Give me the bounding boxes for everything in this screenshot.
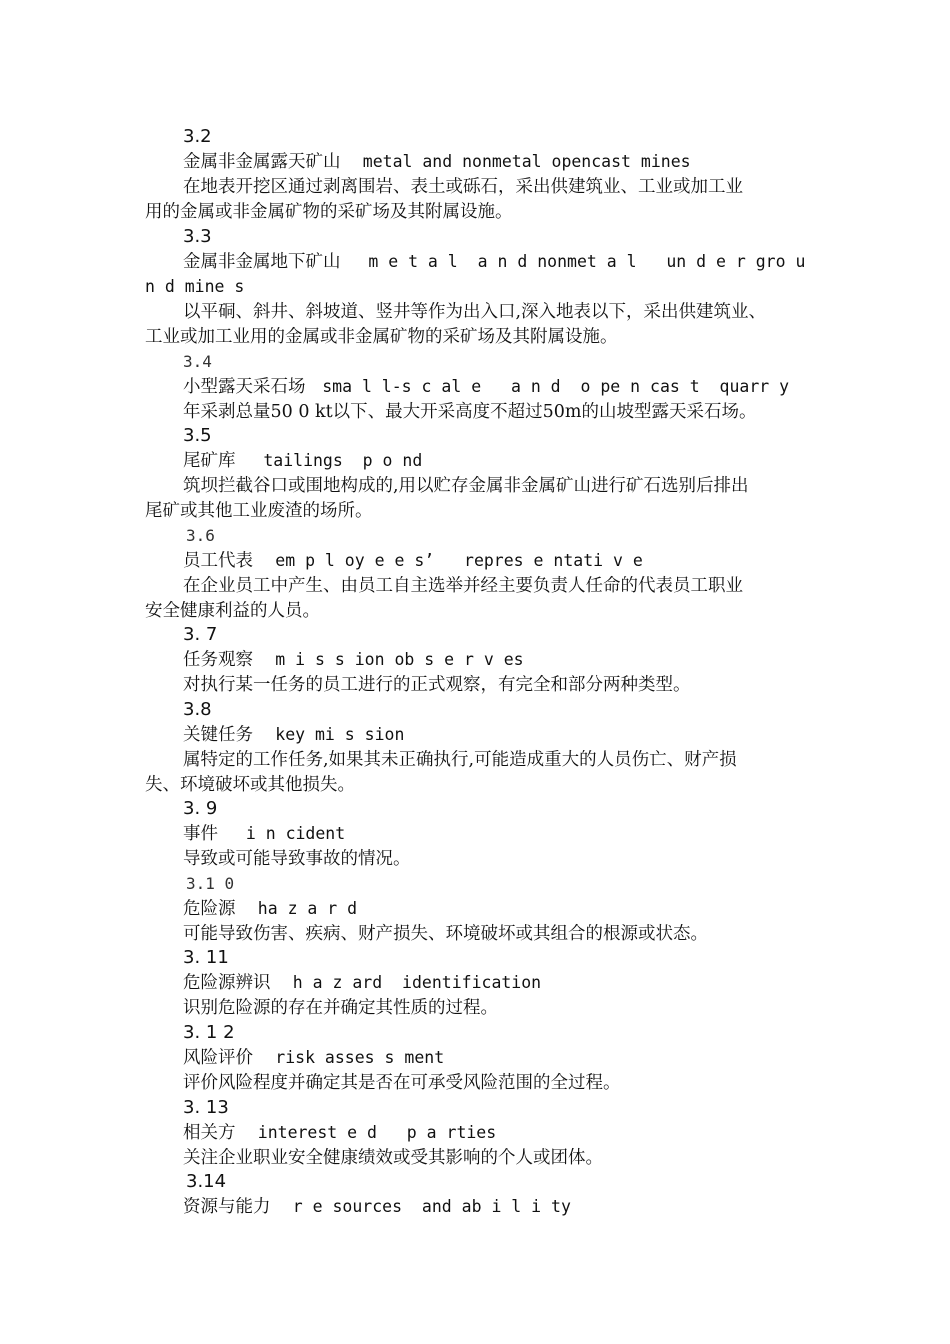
definition-line: 对执行某一任务的员工进行的正式观察，有完全和部分两种类型。: [183, 675, 691, 695]
term-chinese: 资源与能力: [183, 1197, 271, 1217]
entry-number: 3. 7: [183, 624, 218, 645]
entry-term: [183, 1121, 496, 1145]
entry-term: [183, 897, 357, 921]
term-english: key mi s sion: [275, 725, 405, 744]
term-english: m e t a l a n d nonmet a l un d e r gro u: [368, 252, 806, 271]
entry-term: [183, 150, 691, 174]
term-chinese: 尾矿库: [183, 451, 236, 471]
entry-term: [183, 449, 422, 473]
definition-line: 属特定的工作任务,如果其未正确执行,可能造成重大的人员伤亡、财产损: [183, 750, 737, 770]
entry-number: 3. 11: [183, 947, 229, 968]
entry-term: [183, 723, 404, 747]
term-chinese: 员工代表: [183, 551, 253, 571]
entry-term: [183, 1046, 444, 1070]
definition-line: 筑坝拦截谷口或围地构成的,用以贮存金属非金属矿山进行矿石选别后排出: [183, 476, 749, 496]
definition-line: 在企业员工中产生、由员工自主选举并经主要负责人任命的代表员工职业: [183, 576, 743, 596]
definition-line: 可能导致伤害、疾病、财产损失、环境破坏或其组合的根源或状态。: [183, 924, 708, 944]
entry-term: [183, 822, 345, 846]
entry-term: [183, 971, 541, 995]
definition-line: 安全健康利益的人员。: [145, 601, 320, 621]
definition-line: 以平硐、斜井、斜坡道、竖井等作为出入口,深入地表以下，采出供建筑业、: [183, 302, 767, 322]
entry-number: 3. 13: [183, 1097, 229, 1118]
term-chinese: 小型露天采石场: [183, 377, 306, 397]
term-english: r e sources and ab i l i ty: [292, 1197, 571, 1216]
term-chinese: 任务观察: [183, 650, 253, 670]
entry-number: 3.3: [183, 226, 212, 247]
entry-number: 3.6: [186, 526, 215, 545]
term-chinese: 风险评价: [183, 1048, 253, 1068]
entry-term-continued: [145, 275, 244, 299]
term-english-continued: n d mine s: [145, 277, 245, 296]
entry-term: [183, 1195, 571, 1219]
term-english: sma l l-s c al e a n d o pe n cas t quarr y: [322, 377, 790, 396]
definition-line: 年采剥总量50 0 kt以下、最大开采高度不超过50m的山坡型露天采石场。: [183, 402, 757, 422]
entry-term: [183, 250, 805, 274]
entry-term: [183, 375, 789, 399]
term-chinese: 金属非金属地下矿山: [183, 252, 341, 272]
entry-number: 3.14: [186, 1171, 227, 1192]
definition-line: 在地表开挖区通过剥离围岩、表土或砾石，采出供建筑业、工业或加工业: [183, 177, 743, 197]
term-english: risk asses s ment: [275, 1048, 445, 1067]
entry-number: 3.5: [183, 425, 212, 446]
term-chinese: 事件: [183, 824, 218, 844]
entry-number: 3. 9: [183, 798, 218, 819]
term-english: h a z ard identification: [292, 973, 542, 992]
term-english: i n cident: [245, 824, 346, 843]
entry-term: [183, 549, 643, 573]
term-english: tailings p o nd: [263, 451, 423, 470]
definition-line: 用的金属或非金属矿物的采矿场及其附属设施。: [145, 202, 513, 222]
term-english: interest e d p a rties: [257, 1123, 497, 1142]
entry-number: 3.8: [183, 699, 212, 720]
entry-number: 3.4: [183, 352, 212, 371]
entry-number: 3. 1 2: [183, 1022, 235, 1043]
term-english: m i s s ion ob s e r v es: [275, 650, 524, 669]
definition-line: 评价风险程度并确定其是否在可承受风险范围的全过程。: [183, 1073, 621, 1093]
term-english: ha z a r d: [257, 899, 358, 918]
entry-number: 3.1 0: [186, 874, 235, 893]
entry-number: 3.2: [183, 126, 212, 147]
definition-line: 失、环境破坏或其他损失。: [145, 775, 355, 795]
term-chinese: 相关方: [183, 1123, 236, 1143]
entry-term: [183, 648, 524, 672]
term-chinese: 危险源: [183, 899, 236, 919]
definition-line: 工业或加工业用的金属或非金属矿物的采矿场及其附属设施。: [145, 327, 618, 347]
term-chinese: 危险源辨识: [183, 973, 271, 993]
term-english: em p l oy e e s’ repres e ntati v e: [275, 551, 643, 570]
definition-line: 导致或可能导致事故的情况。: [183, 849, 411, 869]
definition-line: 关注企业职业安全健康绩效或受其影响的个人或团体。: [183, 1148, 603, 1168]
definition-line: 尾矿或其他工业废渣的场所。: [145, 501, 373, 521]
term-chinese: 关键任务: [183, 725, 253, 745]
term-chinese: 金属非金属露天矿山: [183, 152, 341, 172]
definition-line: 识别危险源的存在并确定其性质的过程。: [183, 998, 498, 1018]
term-english: metal and nonmetal opencast mines: [362, 152, 691, 171]
